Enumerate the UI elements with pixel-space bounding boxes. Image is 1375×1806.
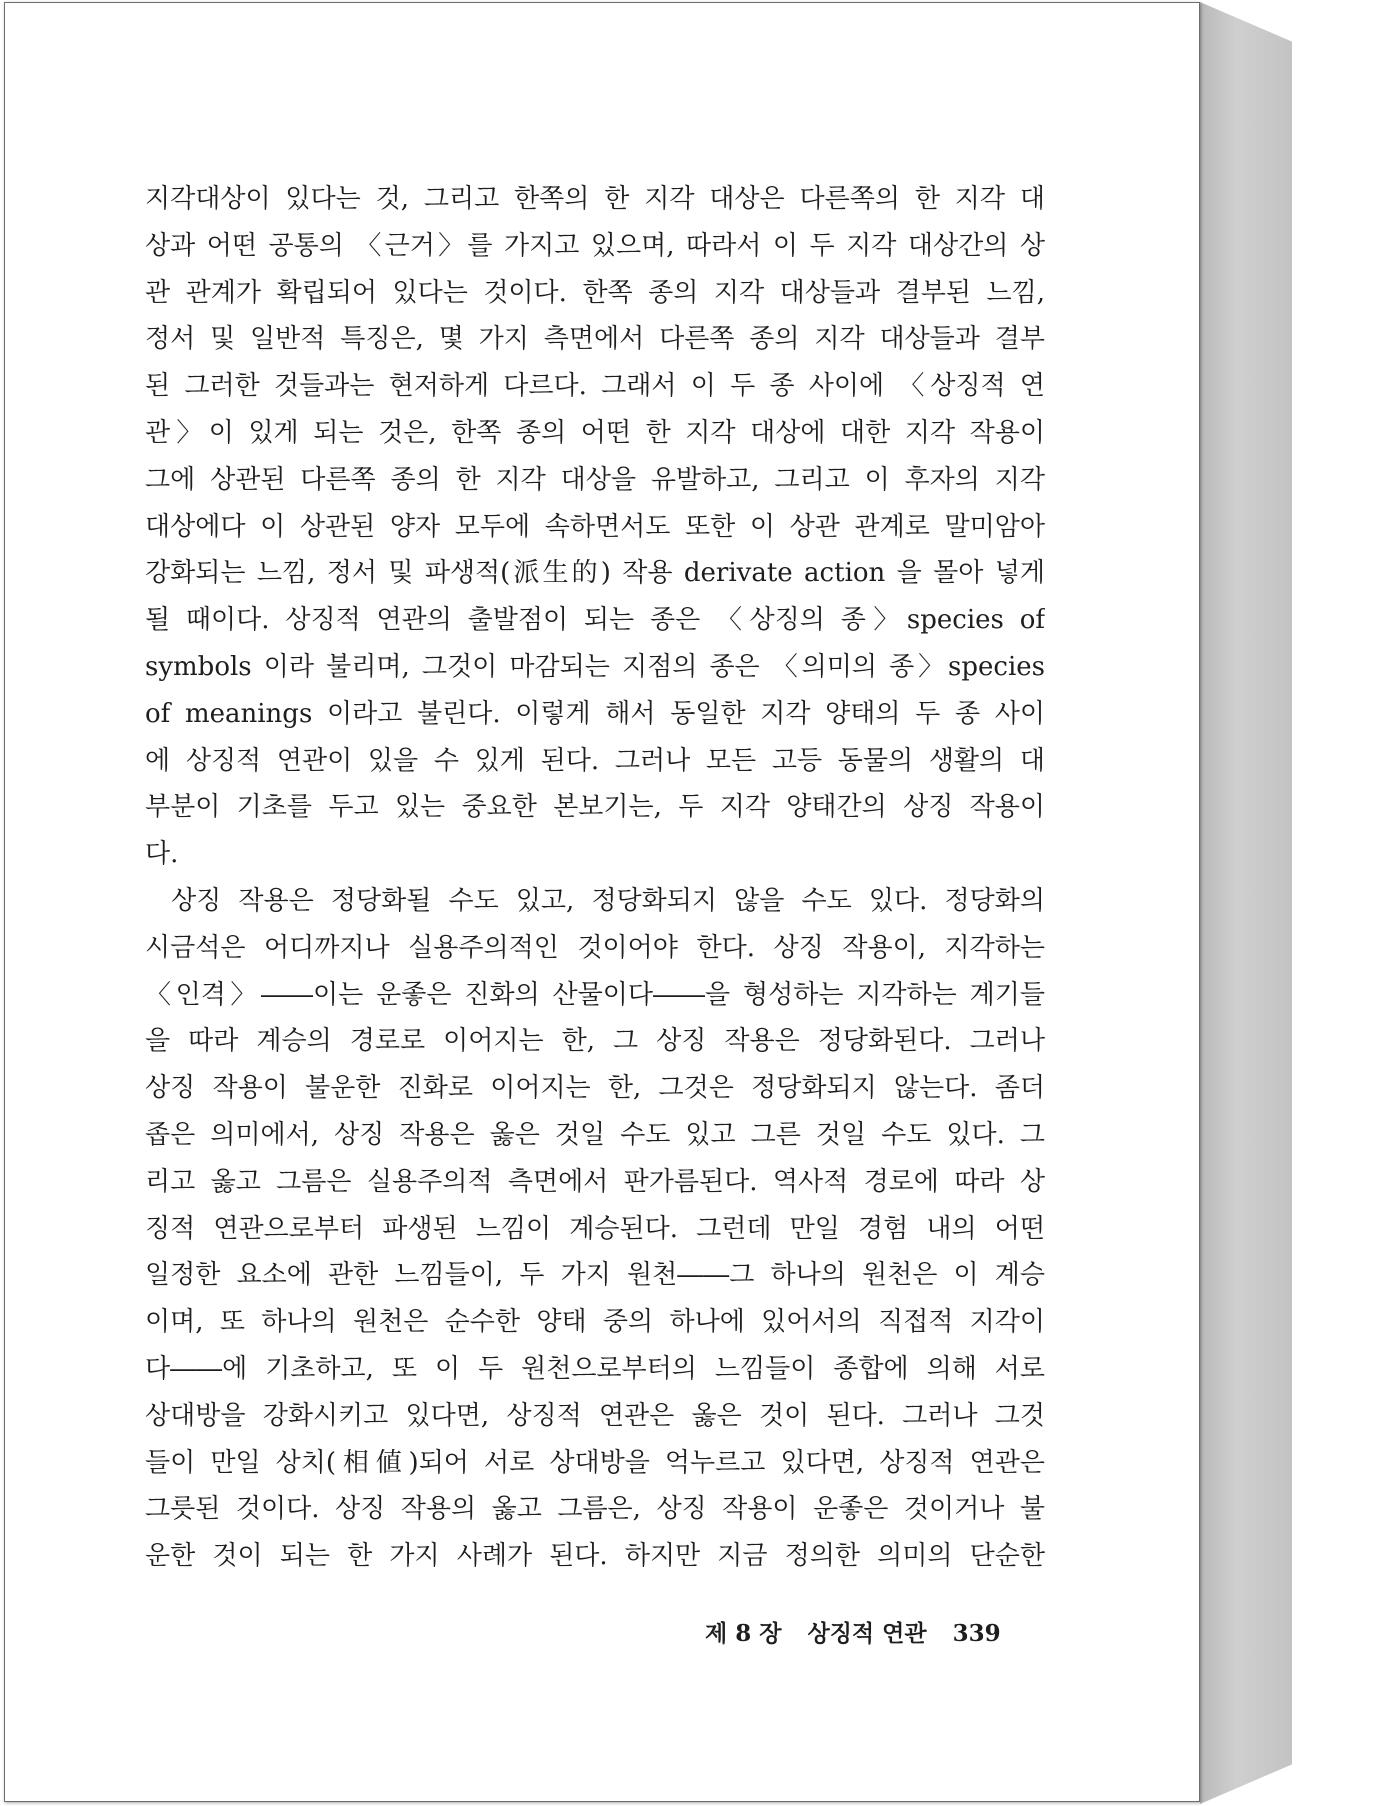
text-line: 그릇된 것이다. 상징 작용의 옳고 그름은, 상징 작용이 운좋은 것이거나 불	[145, 1494, 1045, 1525]
text-line: 시금석은 어디까지나 실용주의적인 것이어야 한다. 상징 작용이, 지각하는	[145, 932, 1045, 963]
text-line: 징적 연관으로부터 파생된 느낌이 계승된다. 그런데 만일 경험 내의 어떤	[145, 1213, 1045, 1244]
text-line: 그에 상관된 다른쪽 종의 한 지각 대상을 유발하고, 그리고 이 후자의 지각	[145, 464, 1045, 495]
text-line: 관 관계가 확립되어 있다는 것이다. 한쪽 종의 지각 대상들과 결부된 느낌,	[145, 277, 1045, 308]
text-line: 지각대상이 있다는 것, 그리고 한쪽의 한 지각 대상은 다른쪽의 한 지각 대	[145, 184, 1045, 214]
text-line: 관〉이 있게 되는 것은, 한쪽 종의 어떤 한 지각 대상에 대한 지각 작용이	[145, 417, 1045, 448]
text-line: 강화되는 느낌, 정서 및 파생적(派生的) 작용 derivate action 을 몰아 넣게	[145, 558, 1045, 589]
running-footer	[705, 1615, 1010, 1648]
book-page	[4, 2, 1200, 1802]
chapter-title: 상징적 연관	[807, 1620, 927, 1647]
text-line: 이며, 또 하나의 원천은 순수한 양태 중의 하나에 있어서의 직접적 지각이	[145, 1307, 1045, 1338]
text-line: 상징 작용은 정당화될 수도 있고, 정당화되지 않을 수도 있다. 정당화의	[171, 885, 1045, 916]
paragraph-1	[145, 176, 1045, 878]
text-line: 에 상징적 연관이 있을 수 있게 된다. 그러나 모든 고등 동물의 생활의 대	[145, 745, 1045, 776]
paragraph-2	[145, 878, 1045, 1580]
text-line: 리고 옳고 그름은 실용주의적 측면에서 판가름된다. 역사적 경로에 따라 상	[145, 1166, 1045, 1197]
text-line: 상징 작용이 불운한 진화로 이어지는 한, 그것은 정당화되지 않는다. 좀더	[145, 1073, 1045, 1104]
text-line: 대상에다 이 상관된 양자 모두에 속하면서도 또한 이 상관 관계로 말미암아	[145, 511, 1045, 542]
text-line: of meanings 이라고 불린다. 이렇게 해서 동일한 지각 양태의 두 종 사이	[145, 698, 1045, 729]
text-line: 일정한 요소에 관한 느낌들이, 두 가지 원천――그 하나의 원천은 이 계승	[145, 1260, 1045, 1291]
text-line: 다――에 기초하고, 또 이 두 원천으로부터의 느낌들이 종합에 의해 서로	[145, 1353, 1045, 1384]
text-line: 들이 만일 상치(相値)되어 서로 상대방을 억누르고 있다면, 상징적 연관은	[145, 1447, 1045, 1478]
text-line: 정서 및 일반적 특징은, 몇 가지 측면에서 다른쪽 종의 지각 대상들과 결부	[145, 324, 1045, 355]
book-page-stack-edge	[1200, 2, 1292, 1804]
text-line: symbols 이라 불리며, 그것이 마감되는 지점의 종은 〈의미의 종〉species	[145, 651, 1045, 682]
text-line: 상대방을 강화시키고 있다면, 상징적 연관은 옳은 것이 된다. 그러나 그것	[145, 1400, 1045, 1431]
text-line: 상과 어떤 공통의 〈근거〉를 가지고 있으며, 따라서 이 두 지각 대상간의 상	[145, 230, 1045, 261]
text-line: 〈인격〉――이는 운좋은 진화의 산물이다――을 형성하는 지각하는 계기들	[145, 979, 1045, 1010]
text-line: 좁은 의미에서, 상징 작용은 옳은 것일 수도 있고 그른 것일 수도 있다. 그	[145, 1119, 1045, 1150]
text-line: 될 때이다. 상징적 연관의 출발점이 되는 종은 〈상징의 종〉species of	[145, 605, 1045, 636]
text-line: 다.	[145, 839, 179, 870]
text-line: 운한 것이 되는 한 가지 사례가 된다. 하지만 지금 정의한 의미의 단순한	[145, 1541, 1045, 1572]
text-line: 된 그러한 것들과는 현저하게 다르다. 그래서 이 두 종 사이에 〈상징적 연	[145, 371, 1045, 402]
text-line: 부분이 기초를 두고 있는 중요한 본보기는, 두 지각 양태간의 상징 작용이	[145, 792, 1045, 823]
chapter-label: 제 8 장	[705, 1620, 782, 1647]
body-text	[145, 176, 1045, 1580]
page-number: 339	[952, 1620, 1001, 1647]
text-line: 을 따라 계승의 경로로 이어지는 한, 그 상징 작용은 정당화된다. 그러나	[145, 1026, 1045, 1057]
